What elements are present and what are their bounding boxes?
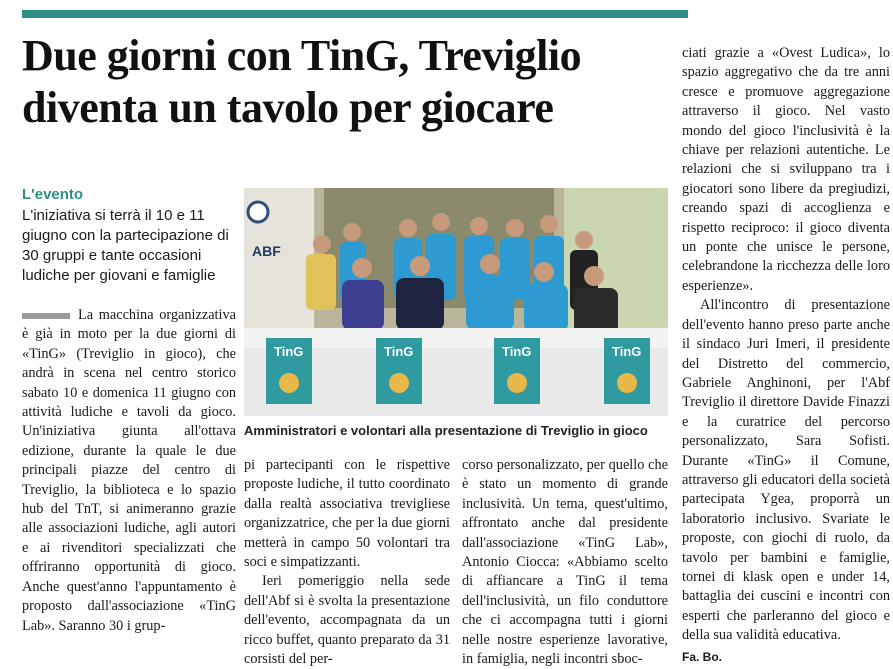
paragraph: corso personalizzato, per quello che è stato un momento di grande inclusività. Un tema, quest'ultimo, affrontato anche dal presidente dall'associazione «TinG Lab», Antonio Ciocca: «Abbiamo scelto di affiancare a TinG il tema dell'inclusività, un filo conduttore che ci accompagna tutti i giorni nelle nostre esperienze lavorative, in famiglia, negli incontri sboc- (462, 457, 668, 668)
banner-label: TinG (612, 344, 642, 359)
banner-label: TinG (384, 344, 414, 359)
paragraph: ciati grazie a «Ovest Ludica», lo spazio aggregativo che da tre anni cresce e promuove aggregazione attraverso il gioco. Nel vasto mondo del gioco l'inclusività è la chiave per relazioni autentiche. Le relazioni che si sviluppano tra i giocatori sono libere da pregiudizi, creando spazi di accoglienza e rispetto reciproco: il gioco diventa un ponte che unisce le persone, celebrandone la ricchezza delle loro esperienze». (682, 45, 890, 294)
column-4 (682, 44, 890, 667)
subheadline: L'iniziativa si terrà il 10 e 11 giugno con la partecipazione di 30 gruppi e tante occasioni ludiche per giovani e famiglie (22, 207, 229, 284)
paragraph: Ieri pomeriggio nella sede dell'Abf si è svolta la presentazione dell'evento, accompagnata da un ricco buffet, quanto preparato da 31 corsisti del per- (244, 573, 450, 668)
column-2 (244, 456, 450, 669)
photo-illustration (244, 188, 668, 416)
column-3 (462, 456, 668, 669)
lead-rule (22, 313, 70, 319)
paragraph-text: La macchina organizzativa è già in moto per la due giorni di «TinG» (Treviglio in gioco), che andrà in scena nel centro storico sabato 10 e domenica 11 giugno con attività ludiche e tavoli da gioco. Un'iniziativa giunta all'ottava edizione, durante la quale le due principali piazze del centro di Treviglio, la biblioteca e lo spazio hub del TnT, si animeranno grazie alle associazioni ludiche, agli autori e ai rivenditori specializzati che offriranno opportunità di gioco. Anche quest'anno l'appuntamento è proposto dall'associazione «TinG Lab». Saranno 30 i grup- (22, 307, 236, 634)
sign-text: ABF (252, 243, 281, 259)
paragraph: pi partecipanti con le rispettive proposte ludiche, il tutto coordinato dalla realtà associativa trevigliese organizzatrice, che per la due giorni metterà in campo 50 volontari tra soci e simpatizzanti. (244, 457, 450, 571)
top-accent-bar (22, 10, 688, 18)
paragraph (22, 306, 236, 636)
banner-label: TinG (274, 344, 304, 359)
paragraph: All'incontro di presentazione dell'evento hanno preso parte anche il sindaco Juri Imeri, il presidente del Distretto del commercio, Gabriele Anghinoni, per l'Abf Treviglio il direttore Davide Finazzi e la curatrice del percorso personalizzato, Sara Sofisti. Durante «TinG» il Comune, attraverso gli educatori della società partecipata Ygea, proporrà un laboratorio inclusivo. Svariate le proposte, con giochi di ruolo, da tavolo per bambini e famiglie, tornei di klask open e under 14, battaglia dei cuscini e incontri con esperti che parleranno del gioco e della sua validità educativa. (682, 297, 890, 644)
photo-caption: Amministratori e volontari alla presentazione di Treviglio in gioco (244, 423, 648, 438)
kicker: L'evento (22, 186, 84, 203)
author-signature: Fa. Bo. (682, 649, 723, 664)
headline: Due giorni con TinG, Treviglio diventa un tavolo per giocare (22, 31, 582, 132)
event-photo (244, 188, 668, 416)
banner-label: TinG (502, 344, 532, 359)
column-1 (22, 306, 236, 636)
